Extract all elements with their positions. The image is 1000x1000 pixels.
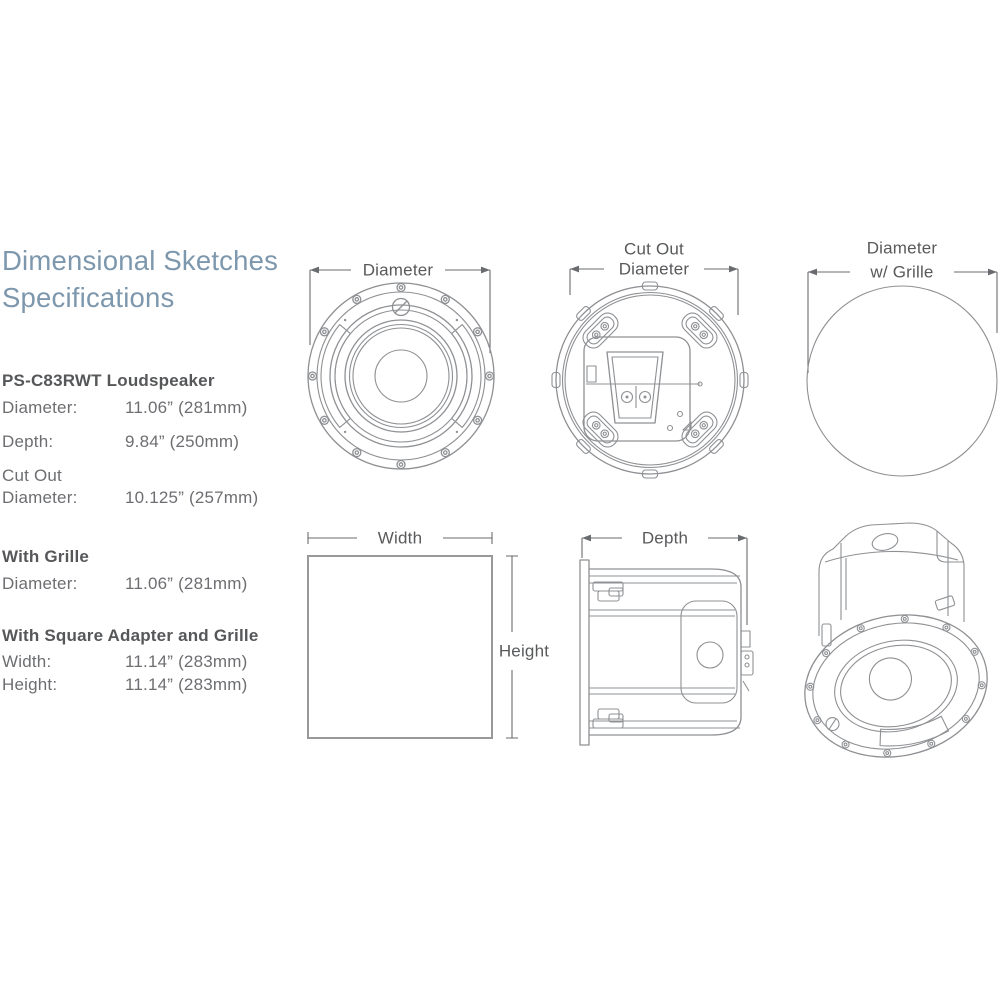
spec-row-cutout-line1: [2, 465, 125, 487]
spec-row-width: [2, 651, 247, 673]
spec-label: Cut Out: [2, 466, 62, 485]
perspective-dust-cap: [866, 654, 916, 704]
side-speaker-drawing: [580, 560, 753, 745]
side-clamps: [593, 582, 623, 728]
spec-row-grille-diameter: [2, 573, 247, 595]
square-height-label: Height: [498, 641, 550, 661]
side-depth-label: Depth: [641, 528, 689, 548]
side-terminal: [741, 631, 753, 691]
square-outline: [308, 556, 492, 738]
spec-row-cutout-line2: [2, 487, 258, 509]
grille-circle: [807, 286, 997, 476]
rear-cutout-label-line2: Diameter: [618, 259, 690, 279]
square-width-label: Width: [377, 528, 423, 548]
spec-value: 9.84” (250mm): [125, 432, 240, 451]
grille-extension-lines: [808, 272, 997, 373]
rear-view-sketch: [550, 240, 750, 480]
page-title-line-1: Dimensional Sketches: [2, 245, 279, 276]
perspective-top-hole: [870, 531, 899, 553]
spec-row-depth: [2, 431, 239, 453]
square-adapter-sketch: [295, 528, 555, 778]
rear-cutout-label-line1: Cut Out: [624, 240, 684, 259]
side-view-sketch: [565, 525, 765, 770]
rear-terminal-plate: [584, 337, 702, 441]
spec-label: Width:: [2, 652, 52, 671]
grille-view-sketch: [800, 240, 1000, 485]
spec-label: Diameter:: [2, 398, 78, 417]
spec-value: 11.06” (281mm): [125, 574, 248, 593]
page-title: [2, 242, 278, 316]
spec-value: 11.06” (281mm): [125, 398, 248, 417]
rear-speaker-drawing: [552, 282, 748, 478]
spec-row-height: [2, 674, 247, 696]
front-diameter-label: Diameter: [362, 260, 434, 280]
section-title-loudspeaker: PS-C83RWT Loudspeaker: [2, 371, 215, 390]
spec-label: Diameter:: [2, 488, 78, 507]
front-view-sketch: [300, 245, 500, 480]
spec-label: Diameter:: [2, 574, 78, 593]
perspective-speaker-drawing: [791, 523, 1000, 774]
rear-clamps: [579, 309, 720, 450]
front-speaker-drawing: [308, 283, 494, 469]
section-title-with-grille: With Grille: [2, 547, 90, 566]
side-flange: [580, 560, 589, 745]
perspective-view-sketch: [788, 498, 1000, 780]
spec-row-diameter: [2, 397, 247, 419]
spec-value: 11.14” (283mm): [125, 652, 248, 671]
spec-label: Height:: [2, 675, 58, 694]
spec-value: 11.14” (283mm): [125, 675, 248, 694]
grille-diameter-label-line2: w/ Grille: [870, 262, 934, 282]
page-title-line-2: Specifications: [2, 282, 175, 313]
spec-label: Depth:: [2, 432, 54, 451]
front-dust-cap: [375, 350, 427, 402]
grille-diameter-label-line1: Diameter: [866, 240, 938, 258]
spec-value: 10.125” (257mm): [125, 488, 259, 507]
section-title-square-adapter: With Square Adapter and Grille: [2, 626, 259, 645]
